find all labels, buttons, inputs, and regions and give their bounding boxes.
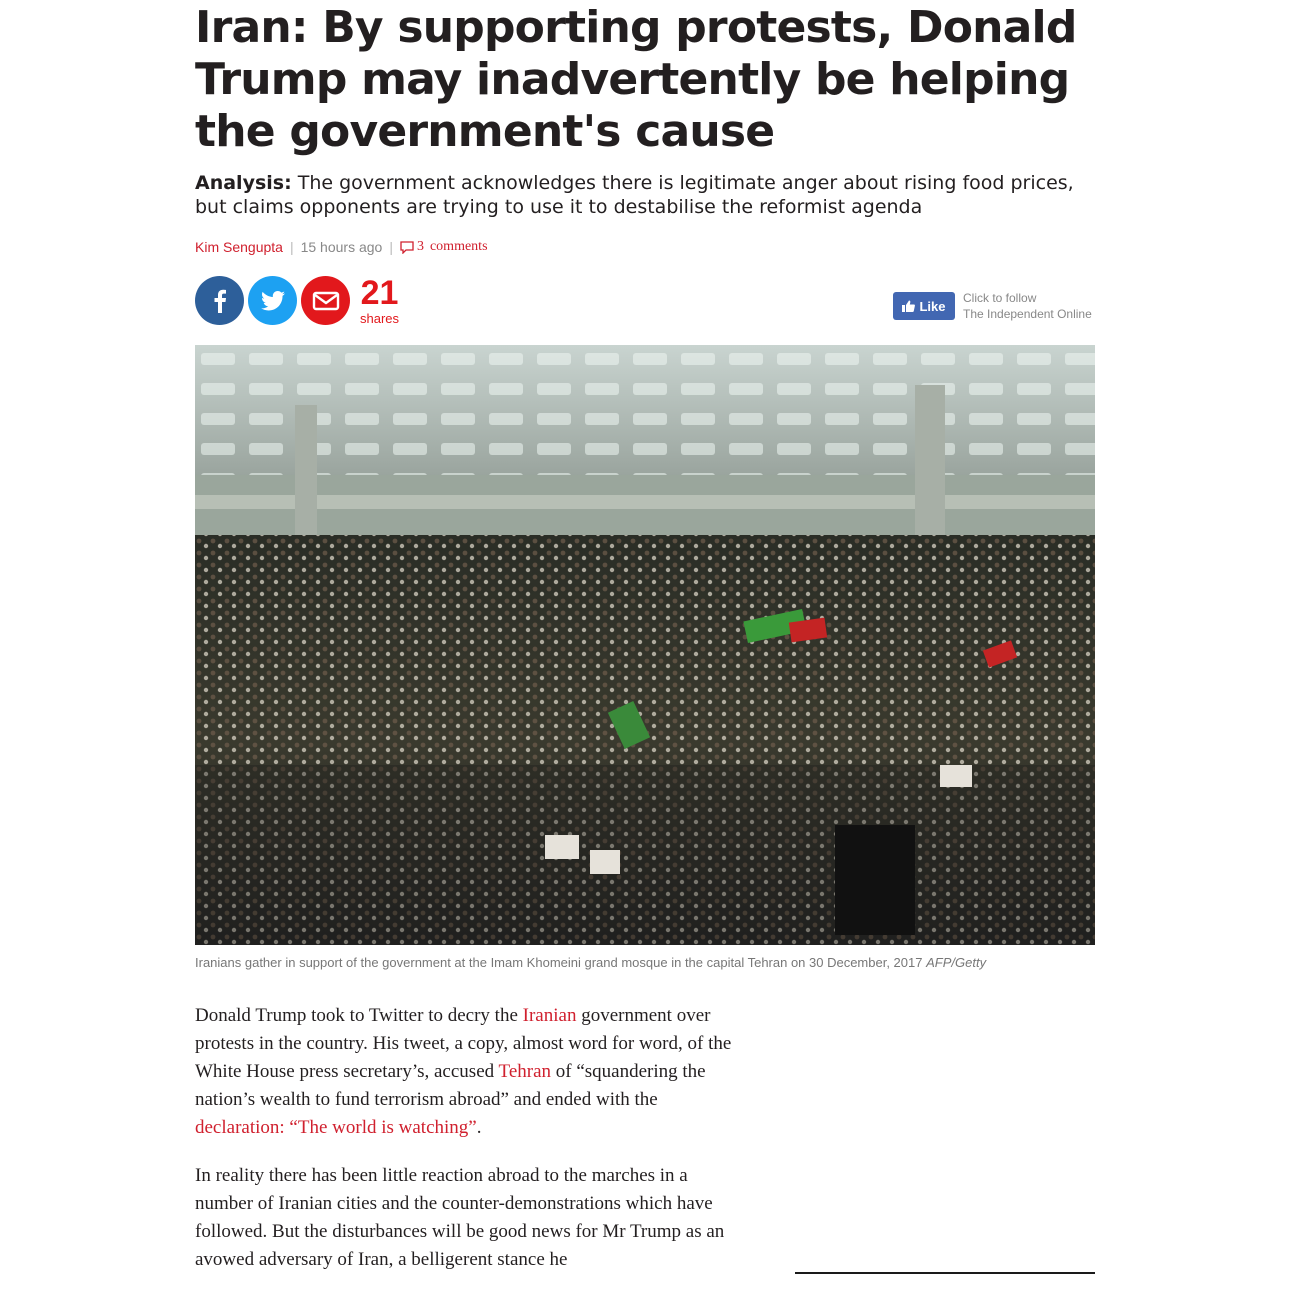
facebook-follow [893,290,1092,322]
facebook-icon [213,289,227,313]
follow-line1: Click to follow [963,291,1037,305]
thumbs-up-icon [902,300,915,312]
caption-credit: AFP/Getty [926,955,987,970]
email-share-button[interactable] [301,276,350,325]
twitter-share-button[interactable] [248,276,297,325]
standfirst-label: Analysis: [195,172,292,194]
comments-count: 3 [416,239,424,254]
meta-divider: | [389,239,393,255]
email-icon [311,288,341,314]
crowd-photo-illustration [195,345,1095,945]
follow-line2: The Independent Online [963,307,1092,321]
body-paragraph: In reality there has been little reaction abroad to the marches in a number of Iranian cities and the counter-demonstrations which have followed. But the disturbances will be good news for Mr Trump as an avowed adversary of Iran, a belligerent stance he [195,1165,725,1270]
follow-text [963,290,1092,322]
body-text: government over protests in the country. His tweet, a copy, almost word for word, of the White House press secretary’s, accused [195,1005,732,1082]
link-tehran[interactable]: Tehran [498,1061,552,1082]
facebook-like-button[interactable] [893,292,955,320]
body-text: Donald Trump took to Twitter to decry the [195,1005,523,1026]
standfirst-text: The government acknowledges there is legitimate anger about rising food prices, but claims opponents are trying to use it to destabilise the reformist agenda [195,172,1074,218]
link-declaration[interactable]: declaration: “The world is watching” [195,1117,477,1138]
link-iranian[interactable]: Iranian [522,1005,577,1026]
comments-label: comments [429,239,488,254]
share-bar [195,276,399,325]
share-count-label: shares [360,311,400,326]
comment-icon [400,241,414,254]
body-paragraph [195,1002,750,1142]
facebook-share-button[interactable] [195,276,244,325]
like-label: Like [919,298,946,314]
article-body [195,1002,750,1294]
photo-caption [195,955,1115,970]
share-count [360,276,399,325]
article-headline: Iran: By supporting protests, Donald Trump may inadvertently be helping the government's cause [195,2,1077,157]
meta-divider: | [289,239,294,255]
article-photo [195,345,1095,945]
author-link[interactable]: Kim Sengupta [195,239,283,255]
article-meta [195,239,488,255]
caption-text: Iranians gather in support of the government at the Imam Khomeini grand mosque in the capital Tehran on 30 December, 2017 [195,955,923,970]
body-text: . [476,1117,482,1138]
article-standfirst [195,171,1095,219]
publish-time: 15 hours ago [300,239,383,255]
share-count-number: 21 [360,274,399,312]
comments-link[interactable] [400,239,488,255]
sidebar-divider [795,1272,1095,1274]
twitter-icon [261,291,285,311]
body-text: of “squandering the nation’s wealth to fund terrorism abroad” and ended with the [195,1061,706,1110]
